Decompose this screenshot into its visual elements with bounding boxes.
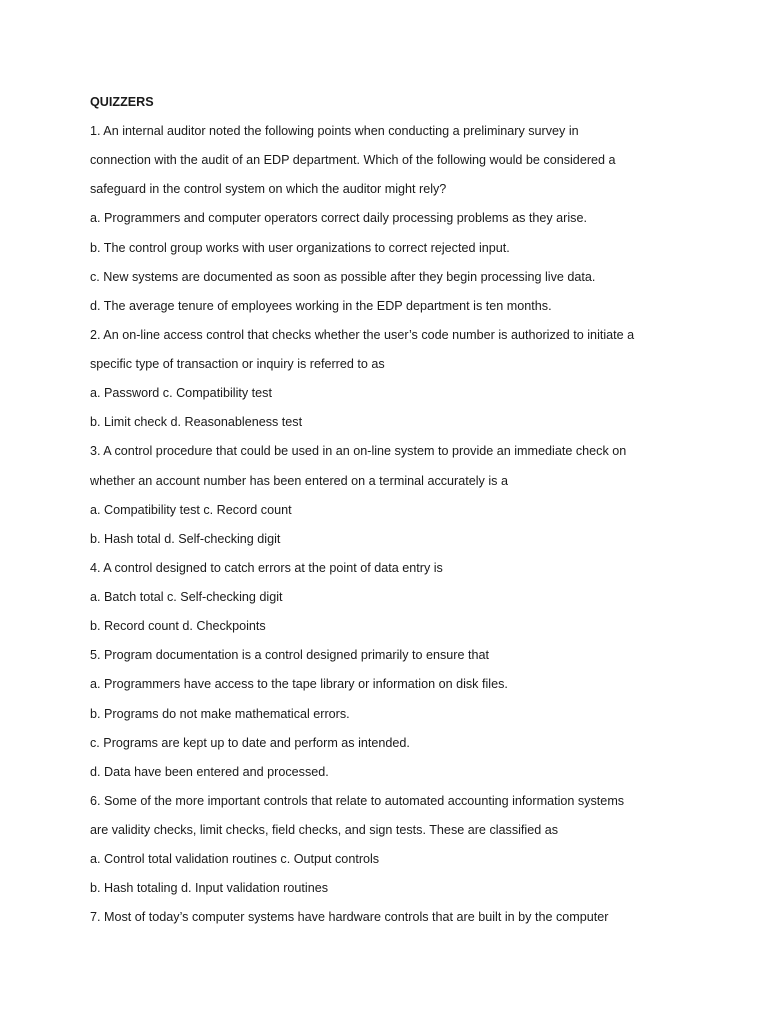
question-1-option-b: b. The control group works with user organizations to correct rejected input. (90, 241, 510, 255)
question-2-line-2: specific type of transaction or inquiry is referred to as (90, 357, 385, 371)
question-4-options-bd: b. Record count d. Checkpoints (90, 619, 266, 633)
question-7-line-1: 7. Most of today’s computer systems have hardware controls that are built in by the computer (90, 910, 609, 924)
question-5-line-1: 5. Program documentation is a control designed primarily to ensure that (90, 648, 490, 662)
question-1-option-c: c. New systems are documented as soon as possible after they begin processing live data. (90, 270, 596, 284)
question-1-line-1: 1. An internal auditor noted the following points when conducting a preliminary survey in (90, 124, 579, 138)
question-1-line-3: safeguard in the control system on which the auditor might rely? (90, 182, 447, 196)
question-4-line-1: 4. A control designed to catch errors at the point of data entry is (90, 561, 443, 575)
question-3-options-bd: b. Hash total d. Self-checking digit (90, 532, 281, 546)
question-5-option-c: c. Programs are kept up to date and perform as intended. (90, 736, 410, 750)
question-5-option-b: b. Programs do not make mathematical errors. (90, 707, 350, 721)
question-1-line-2: connection with the audit of an EDP department. Which of the following would be considered a (90, 153, 616, 167)
question-6-options-ac: a. Control total validation routines c. Output controls (90, 852, 380, 866)
question-1-option-a: a. Programmers and computer operators correct daily processing problems as they arise. (90, 211, 587, 225)
question-3-options-ac: a. Compatibility test c. Record count (90, 503, 292, 517)
question-1-option-d: d. The average tenure of employees working in the EDP department is ten months. (90, 299, 552, 313)
question-5-option-a: a. Programmers have access to the tape library or information on disk files. (90, 677, 508, 691)
question-4-options-ac: a. Batch total c. Self-checking digit (90, 590, 283, 604)
question-2-options-bd: b. Limit check d. Reasonableness test (90, 415, 303, 429)
question-5-option-d: d. Data have been entered and processed. (90, 765, 329, 779)
question-6-line-1: 6. Some of the more important controls that relate to automated accounting information systems (90, 794, 625, 808)
question-2-options-ac: a. Password c. Compatibility test (90, 386, 272, 400)
question-6-line-2: are validity checks, limit checks, field checks, and sign tests. These are classified as (90, 823, 559, 837)
question-6-options-bd: b. Hash totaling d. Input validation routines (90, 881, 329, 895)
question-3-line-2: whether an account number has been entered on a terminal accurately is a (90, 474, 508, 488)
question-3-line-1: 3. A control procedure that could be used in an on-line system to provide an immediate check on (90, 444, 627, 458)
question-2-line-1: 2. An on-line access control that checks whether the user’s code number is authorized to initiate a (90, 328, 635, 342)
document-heading: QUIZZERS (90, 95, 154, 109)
